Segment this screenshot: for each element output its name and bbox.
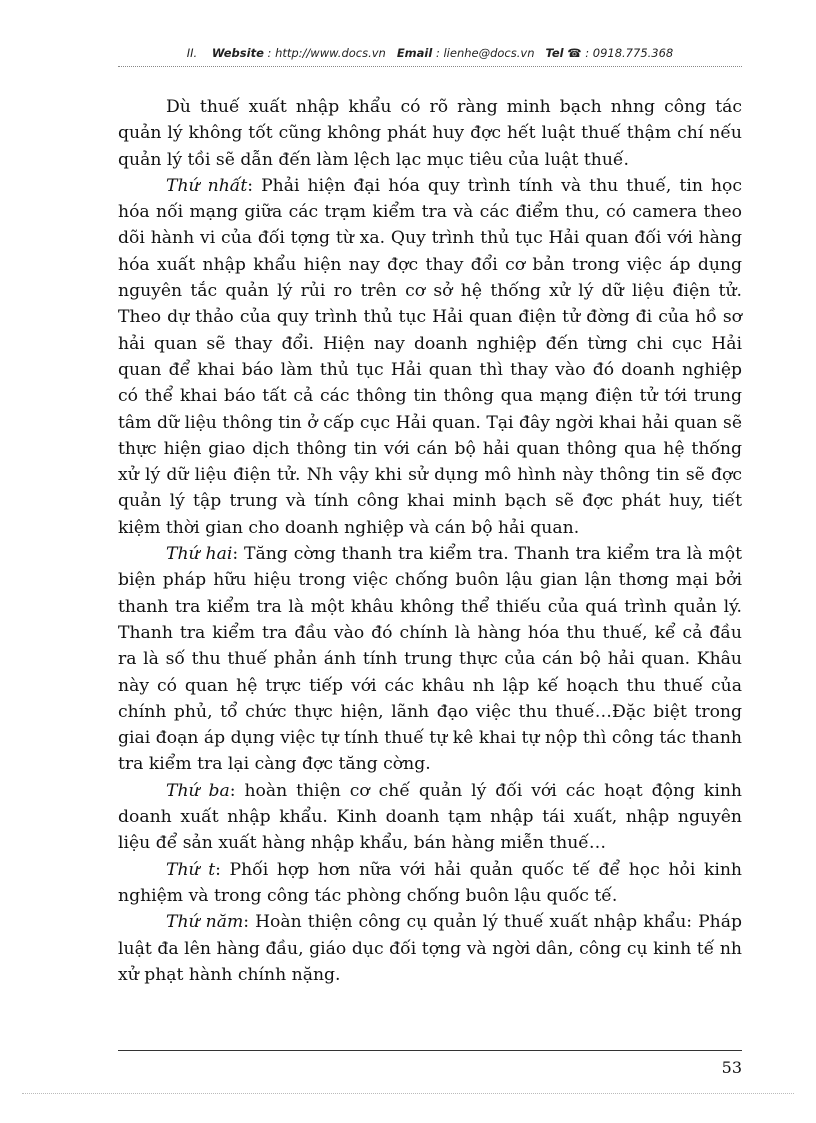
- paragraph-third: [118, 778, 742, 857]
- phone-icon: ☎: [567, 46, 582, 60]
- header-website-value[interactable]: : http://www.docs.vn: [267, 46, 386, 60]
- header-email-label: Email: [396, 46, 433, 60]
- paragraph-text: : Phải hiện đại hóa quy trình tính và thu thuế, tin học hóa nối mạng giữa các trạm kiểm tra và các điểm thu, có camera theo dõi hành vi của đối tợng từ xa. Quy trình thủ tục Hải quan đối với hàng hóa xuất nhập khẩu hiện nay đợc thay đổi cơ bản trong việc áp dụng nguyên tắc quản lý rủi ro trên cơ sở hệ thống xử lý dữ liệu điện tử. Theo dự thảo của quy trình thủ tục Hải quan điện tử đờng đi của hồ sơ hải quan sẽ thay đổi. Hiện nay doanh nghiệp đến từng chi cục Hải quan để khai báo làm thủ tục Hải quan thì thay vào đó doanh nghiệp có thể khai báo tất cả các thông tin thông qua mạng điện tử tới trung tâm dữ liệu thông tin ở cấp cục Hải quan. Tại đây ngời khai hải quan sẽ thực hiện giao dịch thông tin với cán bộ hải quan thông qua hệ thống xử lý dữ liệu điện tử. Nh vậy khi sử dụng mô hình này thông tin sẽ đợc quản lý tập trung và tính công khai minh bạch sẽ đợc phát huy, tiết kiệm thời gian cho doanh nghiệp và cán bộ hải quan.: [118, 175, 742, 538]
- header-email-value[interactable]: : lienhe@docs.vn: [435, 46, 535, 60]
- paragraph-lead: Thứ ba: [166, 780, 230, 801]
- paragraph-lead: Thứ t: [166, 859, 216, 880]
- paragraph-lead: Thứ nhất: [166, 175, 248, 196]
- document-body: [118, 94, 742, 988]
- header-tel-label: Tel: [545, 46, 564, 60]
- header-divider: [118, 66, 742, 67]
- header-website-label: Website: [211, 46, 264, 60]
- paragraph-lead: Thứ năm: [166, 912, 244, 933]
- paragraph-text: Dù thuế xuất nhập khẩu có rõ ràng minh bạch nhng công tác quản lý không tốt cũng không phát huy đợc hết luật thuế thậm chí nếu quản lý tồi sẽ dẫn đến làm lệch lạc mục tiêu của luật thuế.: [118, 97, 742, 170]
- paragraph-intro: [118, 94, 742, 173]
- paragraph-fifth: [118, 909, 742, 988]
- paragraph-lead: Thứ hai: [166, 544, 233, 565]
- header-prefix: II.: [186, 46, 198, 60]
- paragraph-text: : Hoàn thiện công cụ quản lý thuế xuất nhập khẩu: Pháp luật đa lên hàng đầu, giáo dục đối tợng và ngời dân, công cụ kinh tế nh xử phạt hành chính nặng.: [118, 912, 742, 985]
- paragraph-second: [118, 541, 742, 778]
- page-header: [118, 46, 742, 60]
- paragraph-fourth: [118, 857, 742, 910]
- header-tel-value: : 0918.775.368: [585, 46, 674, 60]
- footer-divider: [118, 1050, 742, 1051]
- page-bottom-divider: [22, 1093, 794, 1094]
- paragraph-text: : Phối hợp hơn nữa với hải quản quốc tế để học hỏi kinh nghiệm và trong công tác phòng chống buôn lậu quốc tế.: [118, 859, 742, 906]
- paragraph-text: : hoàn thiện cơ chế quản lý đối với các hoạt động kinh doanh xuất nhập khẩu. Kinh doanh tạm nhập tái xuất, nhập nguyên liệu để sản xuất hàng nhập khẩu, bán hàng miễn thuế…: [118, 780, 742, 854]
- page-number: 53: [721, 1058, 742, 1077]
- paragraph-first: [118, 173, 742, 541]
- paragraph-text: : Tăng cờng thanh tra kiểm tra. Thanh tra kiểm tra là một biện pháp hữu hiệu trong việc chống buôn lậu gian lận thơng mại bởi thanh tra kiểm tra là một khâu không thể thiếu của quá trình quản lý. Thanh tra kiểm tra đầu vào đó chính là hàng hóa thu thuế, kể cả đầu ra là số thu thuế phản ánh tính trung thực của cán bộ hải quan. Khâu này có quan hệ trực tiếp với các khâu nh lập kế hoạch thu thuế của chính phủ, tổ chức thực hiện, lãnh đạo việc thu thuế…Đặc biệt trong giai đoạn áp dụng việc tự tính thuế tự kê khai tự nộp thì công tác thanh tra kiểm tra lại càng đợc tăng cờng.: [118, 544, 742, 775]
